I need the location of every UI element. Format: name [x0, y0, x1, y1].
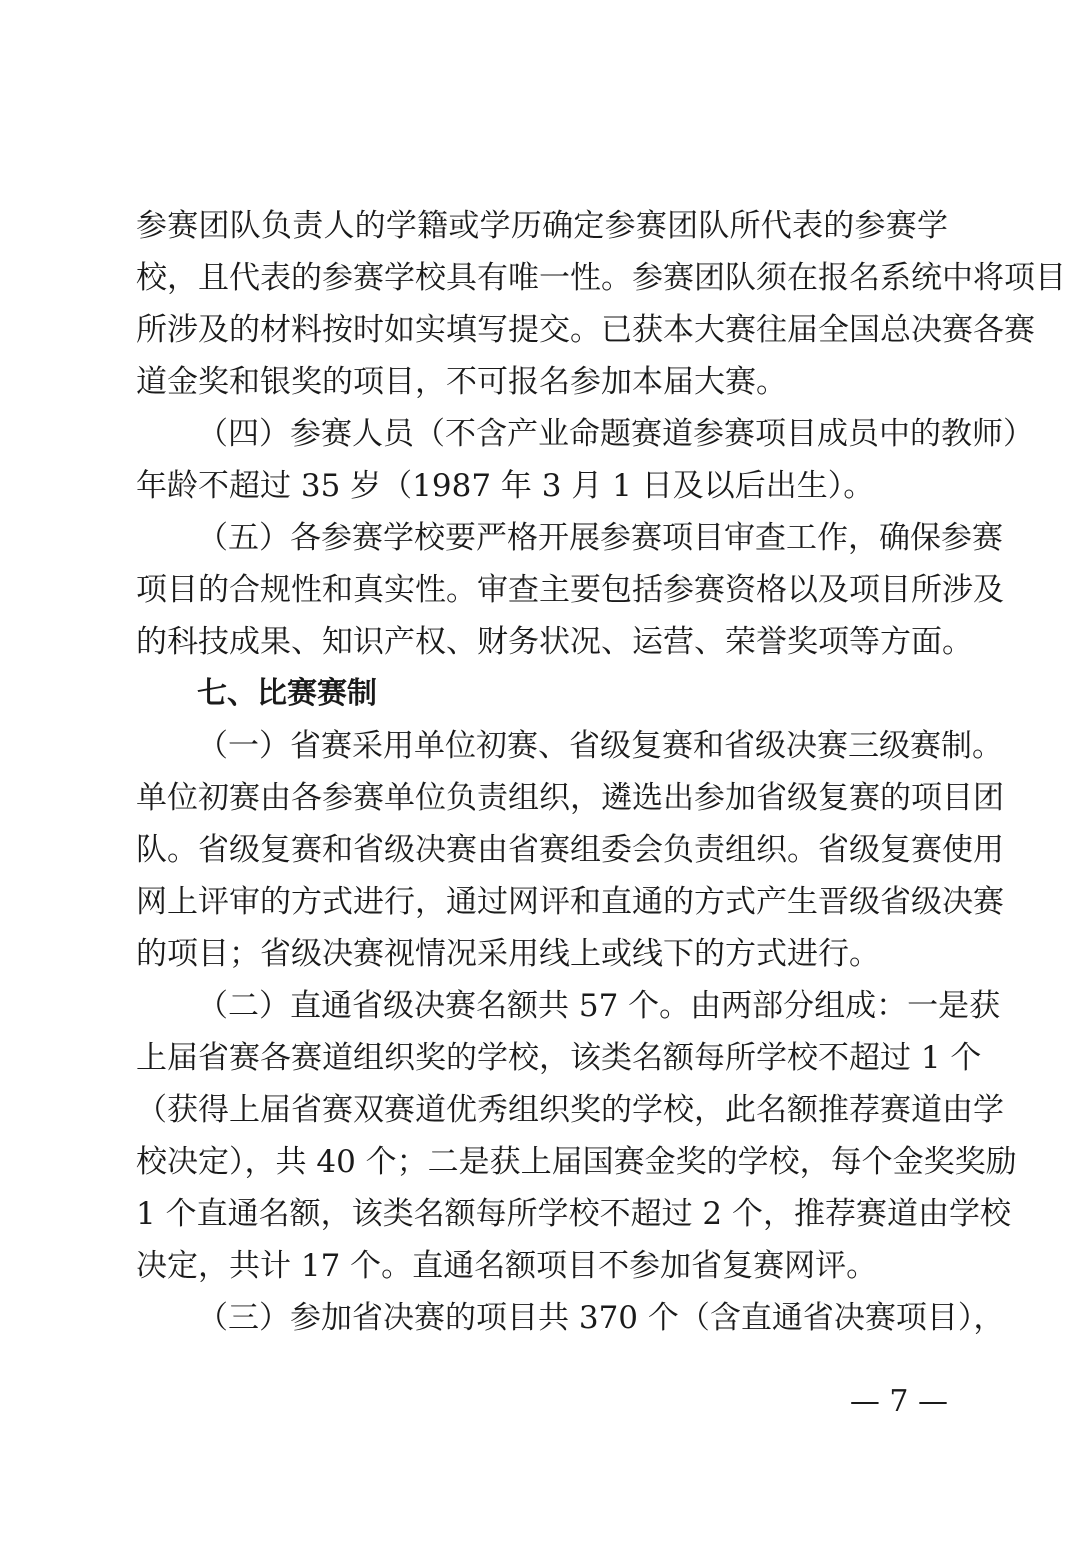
paragraph-line: 校，且代表的参赛学校具有唯一性。参赛团队须在报名系统中将项目 [136, 260, 1066, 296]
paragraph-line: 网上评审的方式进行，通过网评和直通的方式产生晋级省级决赛 [136, 884, 1004, 920]
paragraph-line: 的科技成果、知识产权、财务状况、运营、荣誉奖项等方面。 [136, 624, 973, 660]
paragraph-line: 决定，共计 17 个。直通名额项目不参加省复赛网评。 [136, 1248, 878, 1284]
paragraph-line: （三）参加省决赛的项目共 370 个（含直通省决赛项目）， [197, 1300, 1005, 1336]
paragraph-line: （五）各参赛学校要严格开展参赛项目审查工作，确保参赛 [197, 520, 1003, 556]
page-number: — 7 — [849, 1384, 948, 1419]
paragraph-line: 单位初赛由各参赛单位负责组织，遴选出参加省级复赛的项目团 [136, 780, 1004, 816]
paragraph-line: 1 个直通名额，该类名额每所学校不超过 2 个，推荐赛道由学校 [136, 1196, 1012, 1232]
paragraph-line: 道金奖和银奖的项目，不可报名参加本届大赛。 [136, 364, 787, 400]
paragraph-line: （获得上届省赛双赛道优秀组织奖的学校，此名额推荐赛道由学 [136, 1092, 1004, 1128]
paragraph-line: （二）直通省级决赛名额共 57 个。由两部分组成：一是获 [197, 988, 1001, 1024]
paragraph-line: 参赛团队负责人的学籍或学历确定参赛团队所代表的参赛学 [136, 208, 948, 244]
paragraph-line: 上届省赛各赛道组织奖的学校，该类名额每所学校不超过 1 个 [136, 1040, 982, 1076]
paragraph-line: 队。省级复赛和省级决赛由省赛组委会负责组织。省级复赛使用 [136, 832, 1004, 868]
paragraph-line: （四）参赛人员（不含产业命题赛道参赛项目成员中的教师） [197, 416, 1034, 452]
paragraph-line: 年龄不超过 35 岁（1987 年 3 月 1 日及以后出生）。 [136, 468, 875, 504]
paragraph-line: 的项目；省级决赛视情况采用线上或线下的方式进行。 [136, 936, 880, 972]
section-heading: 七、比赛赛制 [197, 676, 377, 711]
paragraph-line: 所涉及的材料按时如实填写提交。已获本大赛往届全国总决赛各赛 [136, 312, 1035, 348]
paragraph-line: 校决定），共 40 个；二是获上届国赛金奖的学校，每个金奖奖励 [136, 1144, 1017, 1180]
paragraph-line: 项目的合规性和真实性。审查主要包括参赛资格以及项目所涉及 [136, 572, 1004, 608]
paragraph-line: （一）省赛采用单位初赛、省级复赛和省级决赛三级赛制。 [197, 728, 1003, 764]
